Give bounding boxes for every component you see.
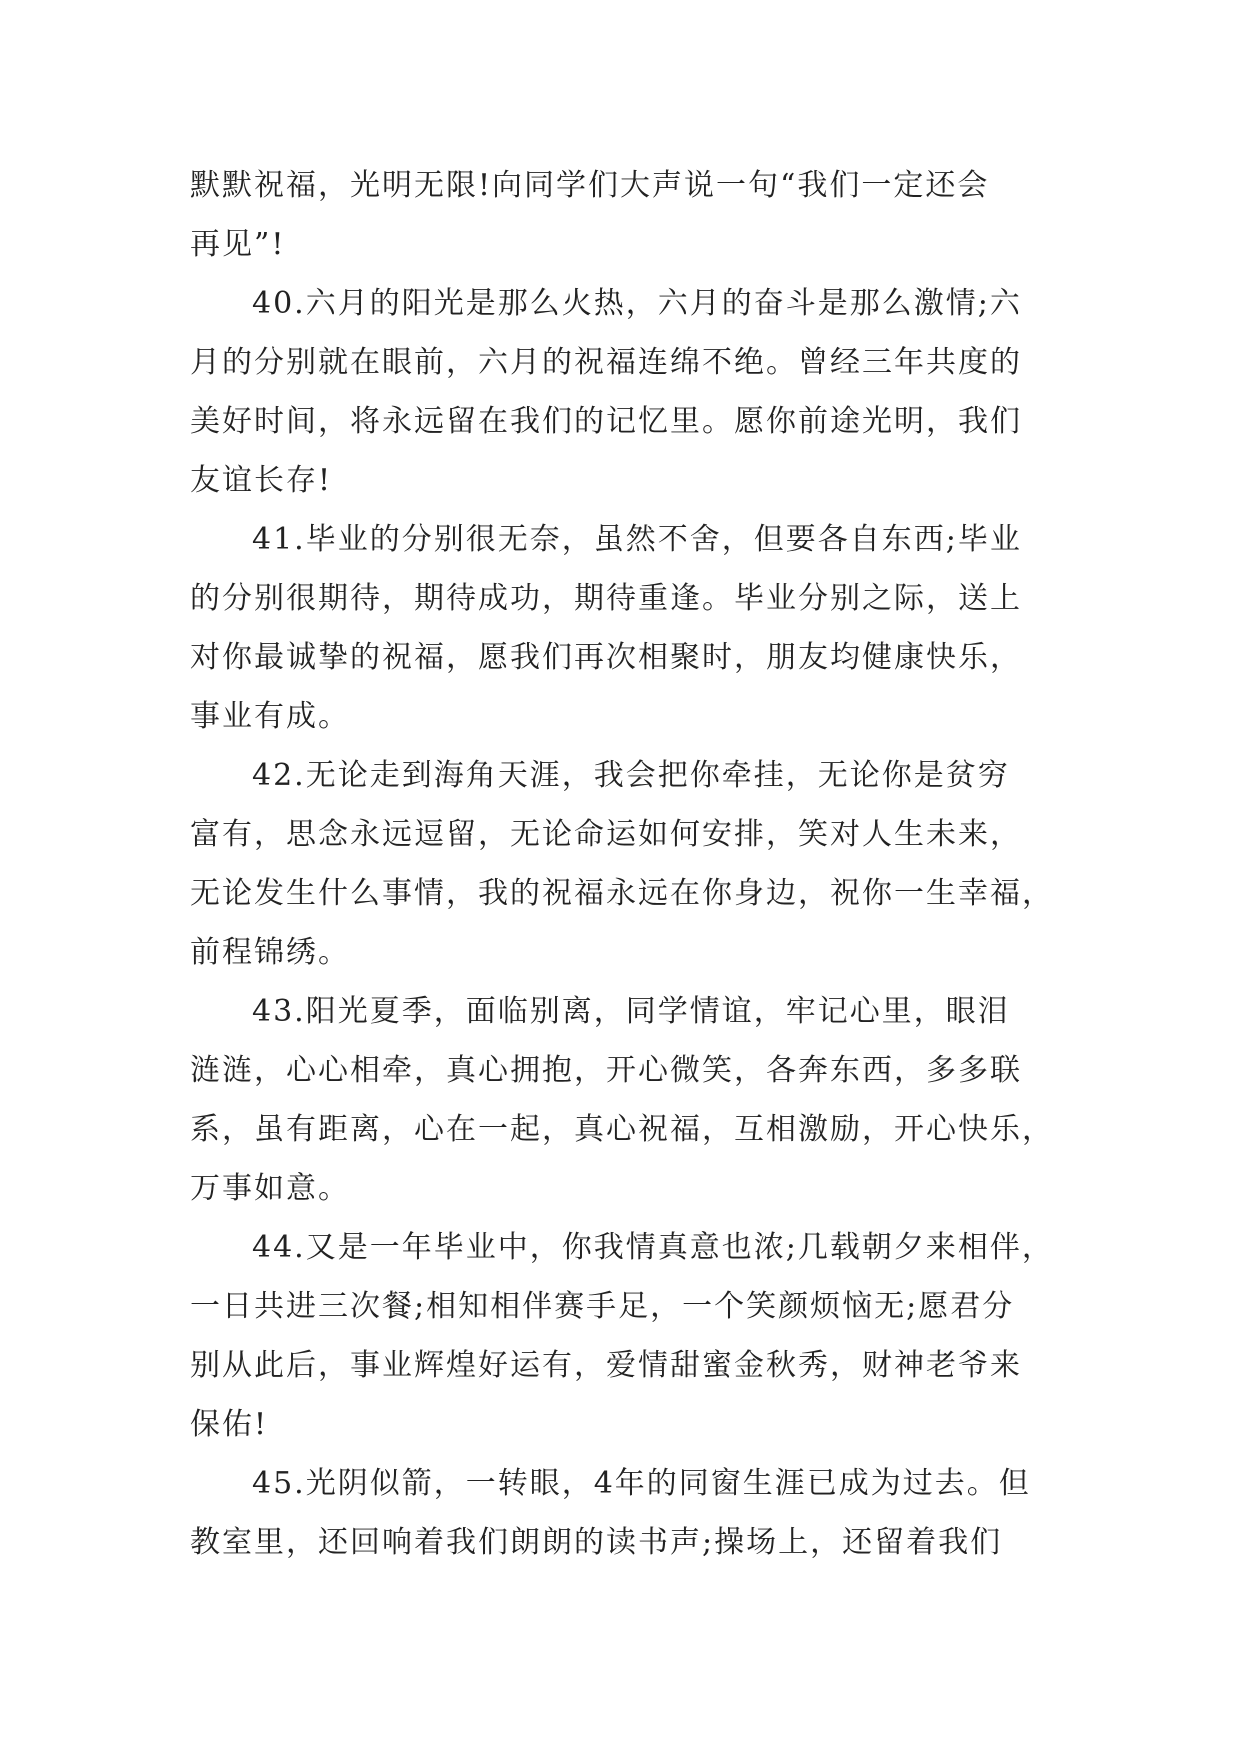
paragraph-40 bbox=[190, 274, 1050, 510]
text-line: 富有，思念永远逗留，无论命运如何安排，笑对人生未来， bbox=[190, 817, 1022, 852]
text-line: 41.毕业的分别很无奈，虽然不舍，但要各自东西;毕业 bbox=[252, 522, 1022, 557]
text-line: 44.又是一年毕业中，你我情真意也浓;几载朝夕来相伴， bbox=[252, 1230, 1054, 1265]
paragraph-43 bbox=[190, 982, 1054, 1218]
text-line: 的分别很期待，期待成功，期待重逢。毕业分别之际，送上 bbox=[190, 581, 1022, 616]
text-line: 45.光阴似箭，一转眼，4年的同窗生涯已成为过去。但 bbox=[252, 1466, 1031, 1501]
text-line: 再见”! bbox=[190, 227, 286, 262]
paragraph-45 bbox=[190, 1454, 1050, 1572]
text-line: 美好时间，将永远留在我们的记忆里。愿你前途光明，我们 bbox=[190, 404, 1022, 439]
document-body bbox=[190, 156, 1054, 1572]
paragraph-39-continued bbox=[190, 156, 1050, 274]
text-line: 系，虽有距离，心在一起，真心祝福，互相激励，开心快乐， bbox=[190, 1112, 1054, 1147]
text-line: 前程锦绣。 bbox=[190, 935, 350, 970]
text-line: 事业有成。 bbox=[190, 699, 350, 734]
text-line: 别从此后，事业辉煌好运有，爱情甜蜜金秋秀，财神老爷来 bbox=[190, 1348, 1022, 1383]
text-line: 默默祝福，光明无限!向同学们大声说一句“我们一定还会 bbox=[190, 168, 990, 203]
text-line: 43.阳光夏季，面临别离，同学情谊，牢记心里，眼泪 bbox=[252, 994, 1010, 1029]
paragraph-42 bbox=[190, 746, 1054, 982]
paragraph-41 bbox=[190, 510, 1050, 746]
paragraph-44 bbox=[190, 1218, 1054, 1454]
text-line: 对你最诚挚的祝福，愿我们再次相聚时，朋友均健康快乐， bbox=[190, 640, 1022, 675]
text-line: 教室里，还回响着我们朗朗的读书声;操场上，还留着我们 bbox=[190, 1525, 1003, 1560]
text-line: 保佑! bbox=[190, 1407, 269, 1442]
text-line: 一日共进三次餐;相知相伴赛手足，一个笑颜烦恼无;愿君分 bbox=[190, 1289, 1015, 1324]
text-line: 涟涟，心心相牵，真心拥抱，开心微笑，各奔东西，多多联 bbox=[190, 1053, 1022, 1088]
text-line: 万事如意。 bbox=[190, 1171, 350, 1206]
text-line: 42.无论走到海角天涯，我会把你牵挂，无论你是贫穷 bbox=[252, 758, 1010, 793]
text-line: 40.六月的阳光是那么火热，六月的奋斗是那么激情;六 bbox=[252, 286, 1022, 321]
text-line: 月的分别就在眼前，六月的祝福连绵不绝。曾经三年共度的 bbox=[190, 345, 1022, 380]
text-line: 无论发生什么事情，我的祝福永远在你身边，祝你一生幸福， bbox=[190, 876, 1054, 911]
text-line: 友谊长存! bbox=[190, 463, 333, 498]
